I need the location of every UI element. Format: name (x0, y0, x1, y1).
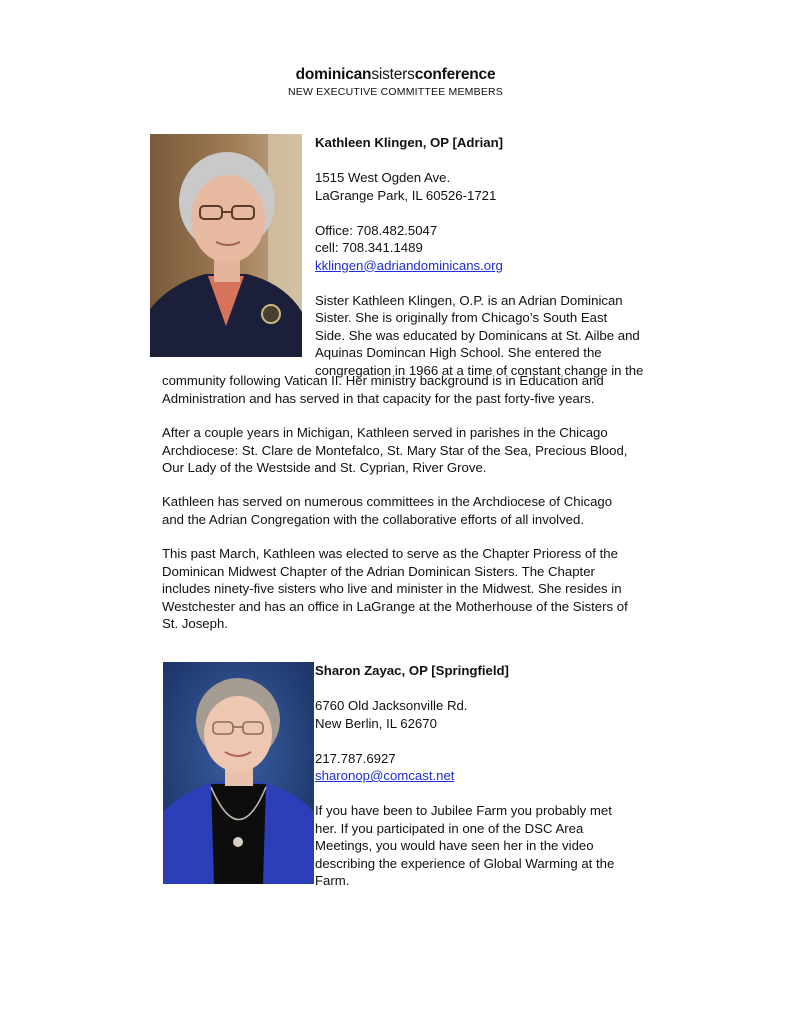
bio-line: Aquinas Domincan High School. She entered the (315, 345, 602, 360)
kathleen-committees-paragraph (162, 493, 682, 528)
email-link[interactable]: sharonop@comcast.net (315, 768, 455, 783)
page-subtitle: NEW EXECUTIVE COMMITTEE MEMBERS (287, 86, 504, 98)
paragraph-line: includes ninety-five sisters who live and minister in the Midwest. She resides in (162, 581, 622, 596)
kathleen-prioress-paragraph (162, 545, 682, 633)
paragraph-line: Archdiocese: St. Clare de Montefalco, St. Mary Star of the Sea, Precious Blood, (162, 442, 628, 458)
bio-line: Sister Kathleen Klingen, O.P. is an Adrian Dominican (315, 292, 623, 308)
paragraph-line: Kathleen has served on numerous committees in the Archdiocese of Chicago (162, 494, 613, 509)
sharon-contact-block (315, 662, 675, 890)
kathleen-parishes-paragraph (162, 424, 682, 477)
paragraph-line: St. Joseph. (162, 616, 228, 631)
bio-line: Farm. (315, 873, 350, 888)
cell-phone: cell: 708.341.1489 (315, 240, 423, 255)
address-line-2: New Berlin, IL 62670 (315, 715, 437, 731)
kathleen-klingen-photo (150, 134, 302, 357)
address-line-2: LaGrange Park, IL 60526-1721 (315, 187, 497, 203)
bio-line: Meetings, you would have seen her in the video (315, 838, 594, 853)
bio-line: Side. She was educated by Dominicans at St. Ailbe and (315, 327, 640, 343)
email-link[interactable]: kklingen@adriandominicans.org (315, 257, 503, 273)
document-header (0, 66, 791, 98)
title-part-sisters: sisters (371, 66, 415, 83)
paragraph-line: After a couple years in Michigan, Kathleen served in parishes in the Chicago (162, 425, 608, 440)
phone: 217.787.6927 (315, 750, 396, 766)
title-part-dominican: dominican (295, 66, 372, 83)
paragraph-line: and the Adrian Congregation with the collaborative efforts of all involved. (162, 511, 585, 527)
kathleen-bio-continued (162, 372, 682, 407)
bio-line: congregation in 1966 at a time of constant change in the (315, 362, 644, 378)
bio-line: her. If you participated in one of the DSC Area (315, 820, 584, 836)
paragraph-line: Dominican Midwest Chapter of the Adrian Dominican Sisters. The Chapter (162, 563, 595, 579)
address-line-1: 6760 Old Jacksonville Rd. (315, 698, 468, 713)
member-name: Sharon Zayac, OP [Springfield] (315, 663, 509, 678)
kathleen-contact-block (315, 134, 675, 379)
bio-line: If you have been to Jubilee Farm you probably met (315, 803, 612, 818)
paragraph-line: Our Lady of the Westside and St. Cyprian, River Grove. (162, 460, 487, 475)
sharon-zayac-photo (163, 662, 314, 884)
address-line-1: 1515 West Ogden Ave. (315, 170, 451, 185)
paragraph-line: This past March, Kathleen was elected to serve as the Chapter Prioress of the (162, 546, 618, 561)
paragraph-line: Westchester and has an office in LaGrange at the Motherhouse of the Sisters of (162, 598, 628, 614)
title-part-conference: conference (414, 66, 496, 83)
bio-line: describing the experience of Global Warming at the (315, 855, 615, 871)
member-name: Kathleen Klingen, OP [Adrian] (315, 135, 504, 150)
bio-line: Administration and has served in that capacity for the past forty-five years. (162, 390, 595, 406)
bio-line: Sister. She is originally from Chicago’s South East (315, 310, 608, 325)
bio-line: community following Vatican II. Her ministry background is in Education and (162, 373, 604, 388)
office-phone: Office: 708.482.5047 (315, 222, 438, 238)
conference-title (0, 66, 791, 84)
